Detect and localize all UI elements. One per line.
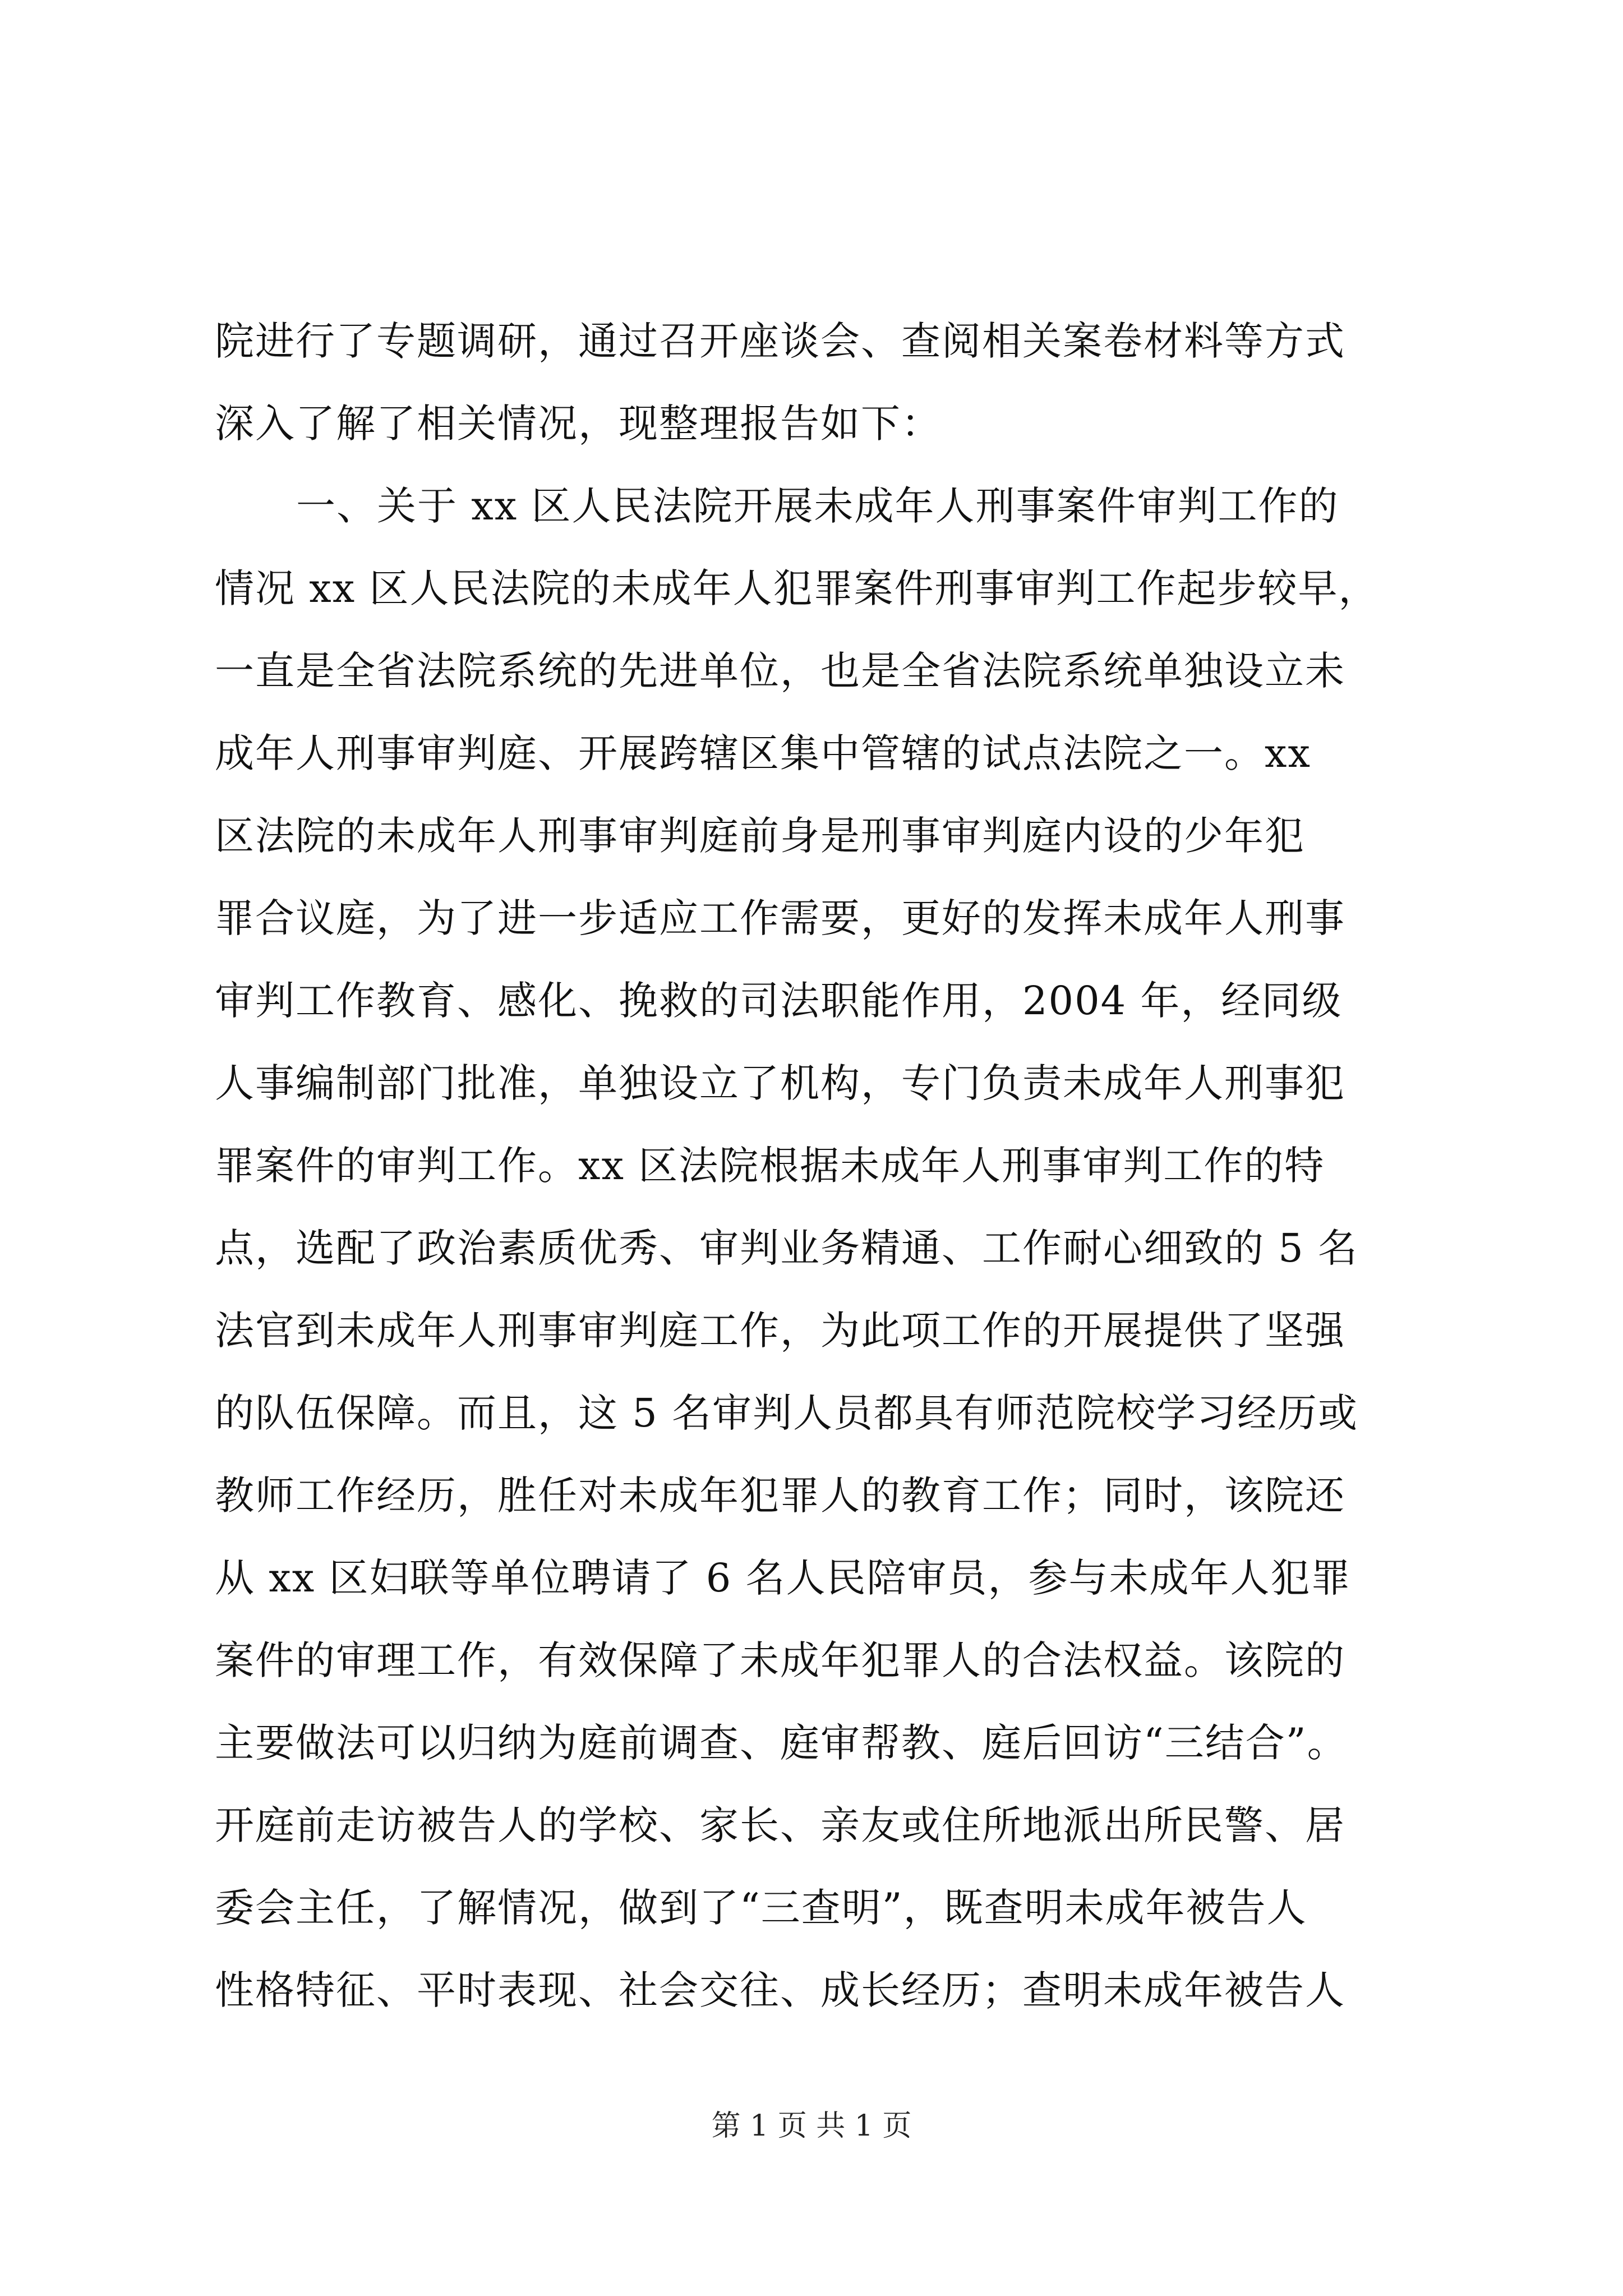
text-line: 从 xx 区妇联等单位聘请了 6 名人民陪审员，参与未成年人犯罪 bbox=[215, 1555, 1352, 1601]
text-line: 点，选配了政治素质优秀、审判业务精通、工作耐心细致的 5 名 bbox=[215, 1225, 1359, 1271]
text-line: 罪案件的审判工作。xx 区法院根据未成年人刑事审判工作的特 bbox=[215, 1143, 1325, 1189]
text-line: 案件的审理工作，有效保障了未成年犯罪人的合法权益。该院的 bbox=[215, 1637, 1345, 1683]
text-line: 开庭前走访被告人的学校、家长、亲友或住所地派出所民警、居 bbox=[215, 1802, 1345, 1848]
text-line: 法官到未成年人刑事审判庭工作，为此项工作的开展提供了坚强 bbox=[215, 1308, 1345, 1354]
text-line: 教师工作经历，胜任对未成年犯罪人的教育工作；同时，该院还 bbox=[215, 1473, 1345, 1519]
text-line: 主要做法可以归纳为庭前调查、庭审帮教、庭后回访“三结合”。 bbox=[215, 1720, 1348, 1766]
text-line: 的队伍保障。而且，这 5 名审判人员都具有师范院校学习经历或 bbox=[215, 1390, 1359, 1436]
text-line: 情况 xx 区人民法院的未成年人犯罪案件刑事审判工作起步较早， bbox=[215, 565, 1379, 611]
text-line: 性格特征、平时表现、社会交往、成长经历；查明未成年被告人 bbox=[215, 1967, 1345, 2013]
text-line: 人事编制部门批准，单独设立了机构，专门负责未成年人刑事犯 bbox=[215, 1060, 1345, 1106]
page-number-footer: 第 1 页 共 1 页 bbox=[711, 2109, 912, 2143]
text-line: 委会主任，了解情况，做到了“三查明”，既查明未成年被告人 bbox=[215, 1885, 1307, 1931]
text-line: 成年人刑事审判庭、开展跨辖区集中管辖的试点法院之一。xx bbox=[215, 730, 1311, 776]
text-line: 院进行了专题调研，通过召开座谈会、查阅相关案卷材料等方式 bbox=[215, 318, 1345, 364]
text-line: 罪合议庭，为了进一步适应工作需要，更好的发挥未成年人刑事 bbox=[215, 895, 1345, 941]
text-line: 深入了解了相关情况，现整理报告如下： bbox=[215, 401, 942, 447]
text-line: 区法院的未成年人刑事审判庭前身是刑事审判庭内设的少年犯 bbox=[215, 813, 1305, 859]
document-body bbox=[215, 300, 1415, 2032]
text-line: 一直是全省法院系统的先进单位，也是全省法院系统单独设立未 bbox=[215, 648, 1345, 694]
text-line: 审判工作教育、感化、挽救的司法职能作用，2004 年，经同级 bbox=[215, 978, 1343, 1024]
section-heading-line: 一、关于 xx 区人民法院开展未成年人刑事案件审判工作的 bbox=[296, 483, 1339, 529]
